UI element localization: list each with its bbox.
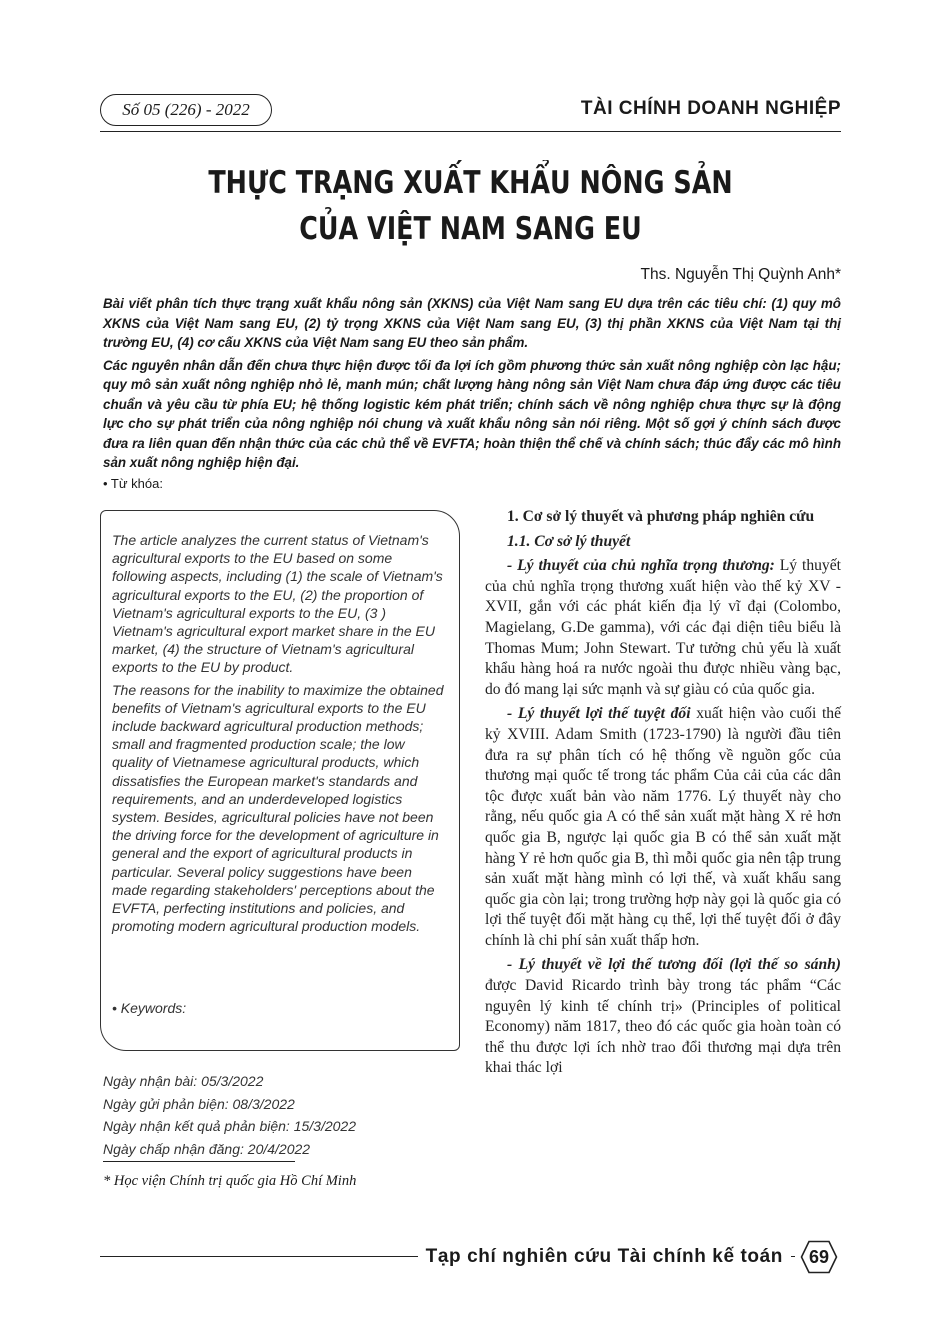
author: Ths. Nguyễn Thị Quỳnh Anh* (640, 266, 841, 283)
keywords-vi: • Từ khóa: (103, 476, 163, 491)
paragraph-1-text: Lý thuyết của chủ nghĩa trọng thương xuất hiện vào thế kỷ XV - XVII, gắn với các phát kiến địa lý vĩ đại (Colombo, Magielang, G.De gamma), với các đại diện tiêu biểu là Thomas Mum; John Stewart. Tư tưởng chủ yếu là xuất khẩu hàng hoá ra nước ngoài thu được nhiều vàng bạc, do đó mang lại sức mạnh và sự giàu có của quốc gia. (485, 557, 841, 698)
paragraph-1-lead: - Lý thuyết của chủ nghĩa trọng thương: (507, 557, 775, 575)
journal-name: Tạp chí nghiên cứu Tài chính kế toán (418, 1246, 791, 1268)
keywords-en: • Keywords: (112, 1000, 187, 1016)
header-rule (100, 131, 841, 132)
body-paragraph-1 (485, 556, 841, 700)
subsection-heading: 1.1. Cơ sở lý thuyết (507, 532, 631, 550)
paragraph-2-text: xuất hiện vào cuối thế kỷ XVIII. Adam Smith (1723-1790) là người đầu tiên đưa ra sự phân tích có hệ thống về nguồn gốc của thương mại quốc tế trong tác phẩm Của cải của các dân tộc được xuất bản vào năm 1776. Lý thuyết này cho rằng, nếu quốc gia A có thể sản xuất mặt hàng X rẻ hơn quốc gia B, ngược lại quốc gia B có thể sản xuất mặt hàng Y rẻ hơn quốc gia B, thì mỗi quốc gia nên tập trung sản xuất mặt hàng mình có lợi thế, và xuất khẩu sang quốc gia còn lại; trong trường hợp này gọi là quốc gia có lợi thế tuyệt đối mặt hàng cụ thể, lợi thế tuyệt đối ở đây chính là chi phí sản xuất thấp hơn. (485, 705, 841, 949)
abstract-vietnamese (103, 294, 841, 476)
title-line-1: THỰC TRẠNG XUẤT KHẨU NÔNG SẢN (208, 165, 733, 201)
date-sent-review: Ngày gửi phản biện: 08/3/2022 (103, 1095, 295, 1112)
section-title: TÀI CHÍNH DOANH NGHIỆP (580, 98, 841, 119)
abstract-en-paragraph-2: The reasons for the inability to maximize the obtained benefits of Vietnam's agricultural exports to the EU include backward agricultural production methods; small and fragmented production scale; the low quality of Vietnamese agricultural products, which dissatisfies the European market's standards and requirements, and an underdeveloped logistics system. Besides, agricultural policies have not been the driving force for the development of agriculture in general and the export of agricultural products in particular. Several policy suggestions have been made regarding stakeholders' perceptions about the EVFTA, perfecting institutions and policies, and promoting modern agricultural production models. (112, 681, 444, 935)
paragraph-3-lead: - Lý thuyết về lợi thế tương đối (lợi thế so sánh) (507, 956, 841, 974)
page-number: 69 (808, 1247, 830, 1267)
paragraph-3-text: được David Ricardo trình bày trong tác phẩm “Các nguyên lý kinh tế chính trị» (Principles of political Economy) năm 1817, theo đó các quốc gia hoàn toàn có thể thu được lợi ích nhờ trao đổi thương mại dựa trên khai thác lợi (485, 977, 841, 1077)
date-accepted: Ngày chấp nhận đăng: 20/4/2022 (103, 1140, 311, 1157)
body-paragraph-2 (485, 704, 841, 951)
abstract-english (112, 531, 447, 939)
section-heading: 1. Cơ sở lý thuyết và phương pháp nghiên cứu (507, 508, 815, 525)
date-review-result: Ngày nhận kết quả phản biện: 15/3/2022 (103, 1118, 356, 1135)
date-received: Ngày nhận bài: 05/3/2022 (103, 1073, 264, 1089)
article-title (167, 160, 775, 252)
page-number-badge (800, 1240, 838, 1274)
issue-badge: Số 05 (226) - 2022 (100, 94, 272, 126)
title-line-2: CỦA VIỆT NAM SANG EU (299, 211, 642, 247)
footnote-rule (103, 1161, 295, 1162)
body-column (485, 507, 841, 1083)
submission-dates (103, 1070, 356, 1160)
abstract-vi-paragraph-2: Các nguyên nhân dẫn đến chưa thực hiện được tối đa lợi ích gồm phương thức sản xuất nông nghiệp còn lạc hậu; quy mô sản xuất nông nghiệp nhỏ lẻ, manh mún; chất lượng hàng nông sản Việt Nam chưa đáp ứng được các tiêu chuẩn và yêu cầu từ phía EU; hệ thống logistic kém phát triển; chính sách về nông nghiệp chưa thực sự là động lực cho sự phát triển của nông nghiệp nói chung và xuất khẩu nông sản nói riêng. Một số gợi ý chính sách được đưa ra liên quan đến nhận thức của các chủ thể về EVFTA; hoàn thiện thể chế và chính sách; thúc đẩy các mô hình sản xuất nông nghiệp hiện đại. (103, 357, 841, 470)
body-paragraph-3 (485, 955, 841, 1079)
abstract-vi-paragraph-1: Bài viết phân tích thực trạng xuất khẩu nông sản (XKNS) của Việt Nam sang EU dựa trên các tiêu chí: (1) quy mô XKNS của Việt Nam sang EU, (2) tỷ trọng XKNS của Việt Nam sang EU, (3) thị phần XKNS của Việt Nam tại thị trường EU, (4) cơ cấu XKNS của Việt Nam sang EU theo sản phẩm. (103, 296, 841, 350)
abstract-en-paragraph-1: The article analyzes the current status of Vietnam's agricultural exports to the EU based on some following aspects, including (1) the scale of Vietnam's agricultural exports to the EU, (2) the proportion of Vietnam's agricultural exports to the EU, (3 ) Vietnam's agricultural export market share in the EU market, (4) the structure of Vietnam's agricultural exports to the EU by product. (112, 532, 443, 676)
paragraph-2-lead: - Lý thuyết lợi thế tuyệt đối (507, 705, 691, 723)
footnote: * Học viện Chính trị quốc gia Hồ Chí Minh (103, 1173, 357, 1189)
